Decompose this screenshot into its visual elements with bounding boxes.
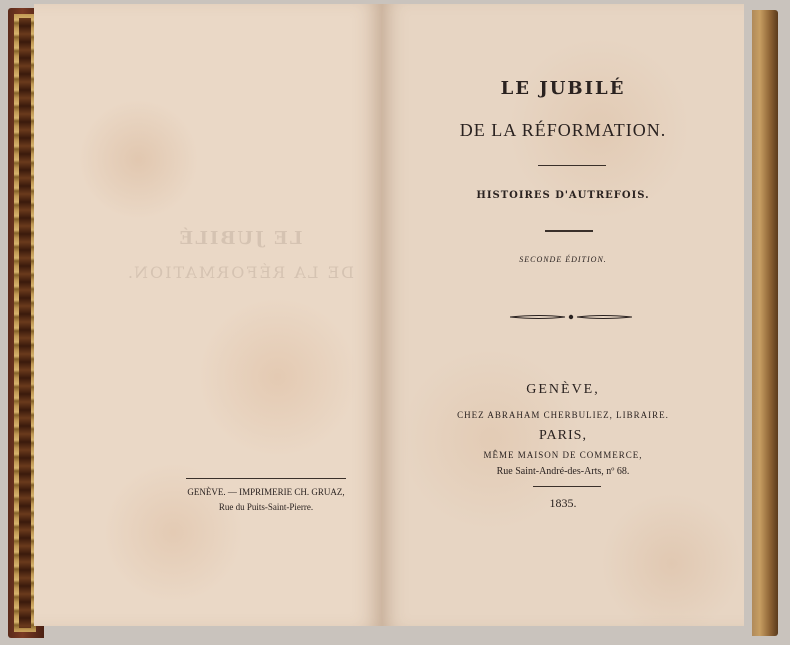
subtitle: HISTOIRES D'AUTREFOIS. <box>476 190 650 201</box>
left-page <box>34 4 382 626</box>
binding-inner-pattern <box>19 18 31 628</box>
title-line-1: LE JUBILÉ <box>500 78 626 99</box>
publisher-paris: MÊME MAISON DE COMMERCE, <box>483 450 643 460</box>
rule-2 <box>545 230 593 232</box>
rule-3 <box>533 486 601 487</box>
city-geneve: GENÈVE, <box>526 382 600 397</box>
title-line-2: DE LA RÉFORMATION. <box>459 120 667 140</box>
publisher-geneve: CHEZ ABRAHAM CHERBULIEZ, LIBRAIRE. <box>457 410 669 420</box>
publisher-address: Rue Saint-André-des-Arts, nº 68. <box>496 466 630 477</box>
printer-imprint <box>186 478 346 515</box>
bleed-line-1: LE JUBILÉ <box>177 228 303 249</box>
bleed-through-text <box>120 228 360 282</box>
printer-line-2: Rue du Puits-Saint-Pierre. <box>218 502 314 512</box>
bleed-line-2: DE LA RÉFORMATION. <box>125 263 355 282</box>
year: 1835. <box>549 496 577 510</box>
city-paris: PARIS, <box>539 428 587 443</box>
ornament-rule <box>510 313 632 321</box>
printer-line-1: GENÈVE. — IMPRIMERIE CH. GRUAZ, <box>187 487 345 497</box>
page-edge <box>752 10 778 636</box>
rule-1 <box>538 165 606 166</box>
edition: SECONDE ÉDITION. <box>519 255 607 264</box>
